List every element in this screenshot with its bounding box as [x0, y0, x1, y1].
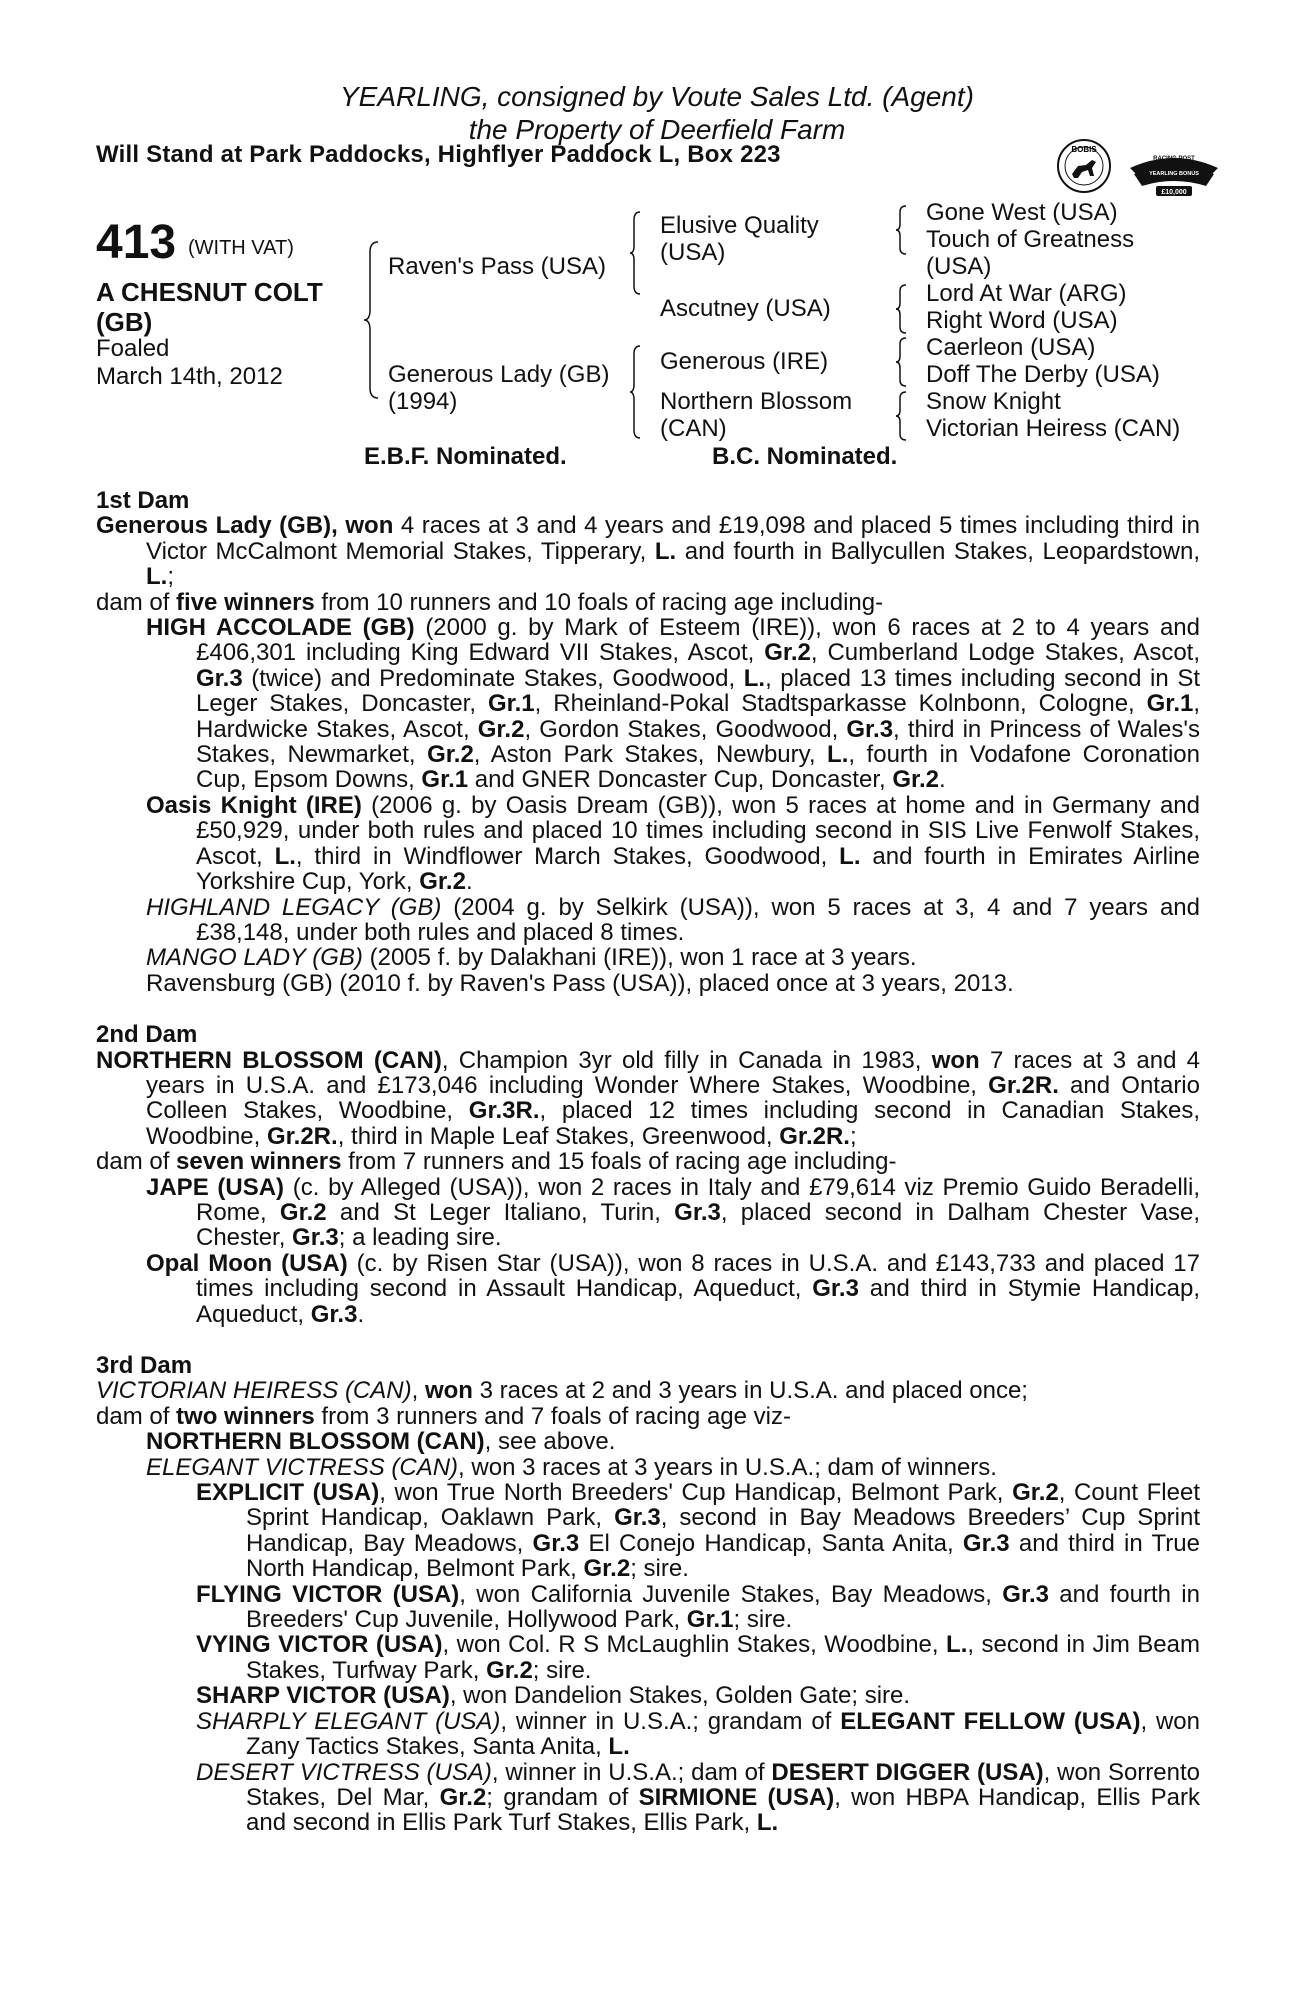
pedigree-gen3-4: Right Word (USA): [926, 307, 1118, 334]
third-dam-produce-summary: [96, 1404, 1200, 1429]
horse-name: NORTHERN BLOSSOM (CAN): [146, 1428, 485, 1456]
pedigree-dam-dam: [660, 388, 852, 442]
racing-post-bonus-badge-icon: [1126, 146, 1222, 198]
horse-name: ELEGANT VICTRESS (CAN): [146, 1453, 459, 1481]
horse-name: ELEGANT FELLOW (USA): [840, 1707, 1141, 1735]
second-dam-record: [96, 1048, 1200, 1150]
horse-name: EXPLICIT (USA): [196, 1479, 380, 1507]
grade: Gr.3: [812, 1275, 859, 1303]
text: and St Leger Italiano, Turin,: [326, 1198, 675, 1226]
text: , placed 12 times including second in Canadian Stakes, Woodbine,: [146, 1097, 1200, 1150]
grade: L.: [827, 741, 849, 769]
produce-oasis-knight: [96, 793, 1200, 895]
grade: L.: [146, 563, 168, 591]
grade: Gr.3: [532, 1529, 580, 1557]
vat-label: (WITH VAT): [188, 237, 294, 259]
text: and fourth in Emirates Airline Yorkshire Cup, York,: [196, 842, 1200, 896]
grade: Gr.3: [292, 1224, 339, 1252]
text: (c. by Alleged (USA)), won 2 races in Italy and £79,614 viz Premio Guido Beradelli, Rome,: [196, 1173, 1200, 1226]
grade: Gr.3: [1002, 1580, 1049, 1608]
text: , Gordon Stakes, Goodwood,: [524, 715, 847, 743]
text: .: [939, 766, 946, 794]
horse-name: VICTORIAN HEIRESS (CAN): [96, 1377, 412, 1405]
text: , second in Jim Beam Stakes, Turfway Park,: [246, 1631, 1200, 1684]
horse-name: FLYING VICTOR (USA): [196, 1580, 460, 1608]
racing-post-mid-text: YEARLING BONUS: [1149, 171, 1199, 177]
text: and third in Stymie Handicap, Aqueduct,: [196, 1275, 1200, 1328]
racing-post-amount-text: £10,000: [1161, 189, 1187, 196]
horse-name: SHARP VICTOR (USA): [196, 1682, 450, 1710]
text: , fourth in Vodafone Coronation Cup, Epsom Downs,: [196, 741, 1200, 794]
text: (2006 g. by Oasis Dream (GB)), won 5 races at home and in Germany and £50,929, under both rules and placed 10 times including second in SIS Live Fenwolf Stakes, Ascot,: [196, 791, 1200, 870]
text: , won Zany Tactics Stakes, Santa Anita,: [246, 1707, 1201, 1761]
pedigree-brace-ds: [894, 336, 910, 388]
grade: Gr.2R.: [779, 1122, 850, 1150]
pedigree-gen3-1: Gone West (USA): [926, 199, 1118, 226]
text: El Conejo Handicap, Santa Anita,: [579, 1529, 963, 1557]
second-dam-produce-summary: [96, 1149, 1200, 1174]
produce-high-accolade: [96, 615, 1200, 793]
catalogue-body: [96, 488, 1200, 1836]
first-dam-produce-summary: [96, 590, 1200, 615]
pedigree-sire-dam: Ascutney (USA): [660, 295, 831, 322]
grade: Gr.3R.: [468, 1097, 540, 1125]
grade: Gr.2: [583, 1555, 631, 1583]
text: , won True North Breeders' Cup Handicap, Belmont Park,: [379, 1479, 1013, 1507]
winners-count: two winners: [176, 1402, 315, 1430]
grade: Gr.2: [1012, 1479, 1059, 1507]
text: , placed 13 times including second in St Leger Stakes, Doncaster,: [196, 664, 1200, 718]
winners-count: five winners: [176, 588, 315, 616]
horse-name: VYING VICTOR (USA): [196, 1631, 443, 1659]
text: , third in Princess of Wales's Stakes, Newmarket,: [196, 715, 1200, 769]
text: dam of: [96, 1148, 177, 1176]
text: ;: [167, 563, 174, 591]
lot-description-line2: (GB): [96, 307, 153, 337]
second-dam-heading: 2nd Dam: [96, 1021, 198, 1049]
produce-ravensburg: [96, 971, 1200, 996]
text: from 7 runners and 15 foals of racing age including-: [341, 1148, 897, 1176]
won-word: ,: [331, 512, 346, 540]
produce-flying-victor: [96, 1582, 1200, 1633]
pedigree-gen3-2-line2: (USA): [926, 253, 992, 280]
won-word: won: [424, 1377, 473, 1405]
text: , second in Bay Meadows Breeders’ Cup Sprint Handicap, Bay Meadows,: [246, 1504, 1200, 1557]
grade: Gr.3: [674, 1198, 721, 1226]
pedigree-dam-dam-line1: Northern Blossom: [660, 388, 853, 415]
text: ; sire.: [630, 1555, 689, 1583]
grade: Gr.3: [846, 715, 894, 743]
pedigree-gen3-3: Lord At War (ARG): [926, 280, 1127, 307]
text: .: [357, 1300, 365, 1328]
property-line: the Property of Deerfield Farm: [468, 114, 846, 145]
grade: Gr.2R.: [988, 1071, 1059, 1099]
grade: Gr.1: [686, 1606, 734, 1634]
text: , won Sorrento Stakes, Del Mar,: [246, 1758, 1200, 1811]
text: , won Dandelion Stakes, Golden Gate; sire.: [449, 1682, 911, 1710]
text: from 3 runners and 7 foals of racing age viz-: [314, 1402, 791, 1430]
grade: Gr.1: [421, 766, 469, 794]
horse-name: Opal Moon (USA): [146, 1249, 348, 1277]
produce-explicit: [96, 1480, 1200, 1582]
text: 3 races at 2 and 3 years in U.S.A. and placed once;: [472, 1377, 1028, 1405]
text: dam of: [96, 1402, 177, 1430]
text: , Aston Park Stakes, Newbury,: [473, 741, 828, 769]
grade: L.: [274, 842, 296, 870]
text: ,: [411, 1377, 425, 1405]
stand-location: Will Stand at Park Paddocks, Highflyer Paddock L, Box 223: [96, 141, 781, 168]
text: , placed second in Dalham Chester Vase, Chester,: [196, 1198, 1200, 1252]
text: (2005 f. by Dalakhani (IRE)), won 1 race at 3 years.: [362, 944, 917, 972]
text: Ravensburg (GB) (2010 f. by Raven's Pass (USA)), placed once at 3 years, 2013.: [146, 969, 1014, 997]
pedigree-sire-sire-line1: Elusive Quality: [660, 212, 819, 239]
grade: L.: [743, 664, 766, 692]
text: (twice) and Predominate Stakes, Goodwood,: [242, 664, 744, 692]
pedigree-dam-name: Generous Lady (GB): [388, 361, 610, 388]
text: ; a leading sire.: [338, 1224, 502, 1252]
pedigree-brace-dd: [894, 390, 910, 442]
produce-opal-moon: [96, 1251, 1200, 1327]
text: ; grandam of: [486, 1783, 639, 1811]
pedigree-gen3-8: Victorian Heiress (CAN): [926, 415, 1181, 442]
pedigree-gen3-2: [926, 226, 1134, 280]
grade: Gr.2: [892, 766, 940, 794]
text: (2004 g. by Selkirk (USA)), won 5 races at 3, 4 and 7 years and £38,148, under both rules and placed 8 times.: [196, 893, 1200, 946]
foaled-label: Foaled: [96, 335, 170, 362]
grade: Gr.2: [764, 639, 811, 667]
ebf-nominated: E.B.F. Nominated.: [364, 443, 567, 470]
horse-name: Oasis Knight (IRE): [146, 791, 362, 819]
third-dam-record: [96, 1378, 1200, 1403]
produce-northern-blossom: [96, 1429, 1200, 1454]
grade: Gr.2: [279, 1198, 327, 1226]
first-dam-heading: 1st Dam: [96, 487, 190, 514]
text: , see above.: [484, 1428, 616, 1456]
won-word: won: [345, 512, 394, 540]
first-dam-name: Generous Lady (GB): [96, 512, 332, 540]
pedigree-brace-dam: [628, 344, 644, 440]
text: , Rheinland-Pokal Stadtsparkasse Kolnbonn, Cologne,: [534, 690, 1147, 718]
pedigree-gen3-6: Doff The Derby (USA): [926, 361, 1160, 388]
horse-name: DESERT DIGGER (USA): [771, 1758, 1044, 1786]
text: , won HBPA Handicap, Ellis Park and second in Ellis Park Turf Stakes, Ellis Park,: [246, 1783, 1200, 1837]
grade: Gr.1: [1146, 690, 1194, 718]
produce-highland-legacy: [96, 895, 1200, 946]
bc-nominated: B.C. Nominated.: [712, 443, 898, 470]
pedigree-dam-year: (1994): [388, 388, 458, 415]
text: ;: [849, 1122, 857, 1150]
pedigree-brace-sd: [894, 283, 910, 335]
grade: L.: [946, 1631, 968, 1659]
text: and fourth in Ballycullen Stakes, Leopardstown,: [676, 537, 1201, 565]
grade: Gr.2: [477, 715, 525, 743]
winners-count: seven winners: [176, 1148, 342, 1176]
text: (2000 g. by Mark of Esteem (IRE)), won 6 races at 2 to 4 years and £406,301 including King Edward VII Stakes, Ascot,: [196, 614, 1200, 667]
text: , Cumberland Lodge Stakes, Ascot,: [810, 639, 1200, 667]
lot-description-line1: A CHESNUT COLT: [96, 277, 323, 307]
text: , Champion 3yr old filly in Canada in 1983,: [441, 1046, 932, 1074]
grade: Gr.2: [419, 868, 466, 896]
lot-description: [96, 277, 356, 337]
grade: Gr.1: [487, 690, 535, 718]
foaled-date: March 14th, 2012: [96, 363, 283, 390]
grade: Gr.2: [439, 1783, 487, 1811]
produce-jape: [96, 1175, 1200, 1251]
text: and Ontario Colleen Stakes, Woodbine,: [146, 1071, 1200, 1125]
text: ; sire.: [733, 1606, 793, 1634]
bobis-text: BOBIS: [1071, 145, 1097, 154]
text: , Count Fleet Sprint Handicap, Oaklawn Park,: [246, 1479, 1201, 1532]
text: (c. by Risen Star (USA)), won 8 races in U.S.A. and £143,733 and placed 17 times including second in Assault Handicap, Aqueduct,: [196, 1249, 1200, 1303]
text: .: [465, 868, 473, 896]
produce-sharply-elegant: [96, 1709, 1200, 1760]
horse-name: HIGH ACCOLADE (GB): [146, 614, 415, 642]
text: , third in Windflower March Stakes, Goodwood,: [295, 842, 840, 870]
horse-name: NORTHERN BLOSSOM (CAN): [96, 1046, 442, 1074]
foaled-info: [96, 335, 283, 391]
pedigree-brace-main: [362, 240, 382, 400]
produce-elegant-victress: [96, 1455, 1200, 1480]
pedigree-dam: [388, 361, 609, 415]
horse-name: MANGO LADY (GB): [146, 944, 363, 972]
text: , won 3 races at 3 years in U.S.A.; dam of winners.: [458, 1453, 997, 1481]
pedigree-gen3-2-line1: Touch of Greatness: [926, 226, 1135, 253]
lot-number: 413: [96, 216, 177, 269]
grade: Gr.3: [614, 1504, 661, 1532]
text: 7 races at 3 and 4 years in U.S.A. and £173,046 including Wonder Where Stakes, Woodbine,: [146, 1046, 1201, 1099]
grade: Gr.2R.: [266, 1122, 338, 1150]
grade: Gr.3: [310, 1300, 358, 1328]
horse-name: HIGHLAND LEGACY (GB): [146, 893, 442, 921]
horse-name: DESERT VICTRESS (USA): [196, 1758, 492, 1786]
text: , third in Maple Leaf Stakes, Greenwood,: [337, 1122, 780, 1150]
produce-sharp-victor: [96, 1683, 1200, 1708]
bobis-badge-icon: [1056, 138, 1112, 194]
third-dam-heading: 3rd Dam: [96, 1352, 193, 1379]
text: , Hardwicke Stakes, Ascot,: [196, 690, 1201, 743]
pedigree-sire-sire-line2: (USA): [660, 239, 726, 266]
produce-vying-victor: [96, 1632, 1200, 1683]
text: 4 races at 3 and 4 years and £19,098 and placed 5 times including third in Victor McCalmont Memorial Stakes, Tipperary,: [146, 512, 1200, 565]
text: dam of: [96, 588, 177, 616]
pedigree-sire: Raven's Pass (USA): [388, 253, 606, 280]
text: , winner in U.S.A.; grandam of: [500, 1707, 841, 1735]
grade: Gr.3: [962, 1529, 1010, 1557]
pedigree-gen3-5: Caerleon (USA): [926, 334, 1096, 361]
horse-name: SHARPLY ELEGANT (USA): [196, 1707, 501, 1735]
produce-desert-victress: [96, 1760, 1200, 1836]
horse-name: SIRMIONE (USA): [638, 1783, 835, 1811]
pedigree-gen3-7: Snow Knight: [926, 388, 1061, 415]
racing-post-top-text: RACING POST: [1153, 156, 1195, 162]
grade: Gr.2: [486, 1656, 533, 1684]
text: , winner in U.S.A.; dam of: [491, 1758, 772, 1786]
pedigree-dam-dam-line2: (CAN): [660, 415, 727, 442]
pedigree-brace-ss: [894, 204, 910, 256]
text: , won Col. R S McLaughlin Stakes, Woodbine,: [442, 1631, 947, 1659]
horse-name: JAPE (USA): [146, 1173, 285, 1201]
pedigree-brace-sire: [628, 210, 644, 296]
grade: Gr.3: [196, 664, 243, 692]
consignor-line: YEARLING, consigned by Voute Sales Ltd. (Agent): [340, 81, 974, 112]
grade: Gr.2: [427, 741, 474, 769]
won-word: won: [931, 1046, 980, 1074]
produce-mango-lady: [96, 945, 1200, 970]
text: and fourth in Breeders' Cup Juvenile, Hollywood Park,: [246, 1580, 1200, 1634]
grade: L.: [756, 1809, 779, 1837]
text: , won California Juvenile Stakes, Bay Meadows,: [459, 1580, 1003, 1608]
text: from 10 runners and 10 foals of racing age including-: [314, 588, 884, 616]
text: and GNER Doncaster Cup, Doncaster,: [468, 766, 893, 794]
text: and third in True North Handicap, Belmont Park,: [246, 1529, 1200, 1583]
pedigree-dam-sire: Generous (IRE): [660, 348, 829, 375]
text: ; sire.: [532, 1656, 592, 1684]
first-dam-record: [96, 513, 1200, 589]
grade: L.: [839, 842, 861, 870]
pedigree-sire-sire: [660, 212, 819, 266]
grade: L.: [608, 1733, 630, 1761]
grade: L.: [654, 537, 677, 565]
